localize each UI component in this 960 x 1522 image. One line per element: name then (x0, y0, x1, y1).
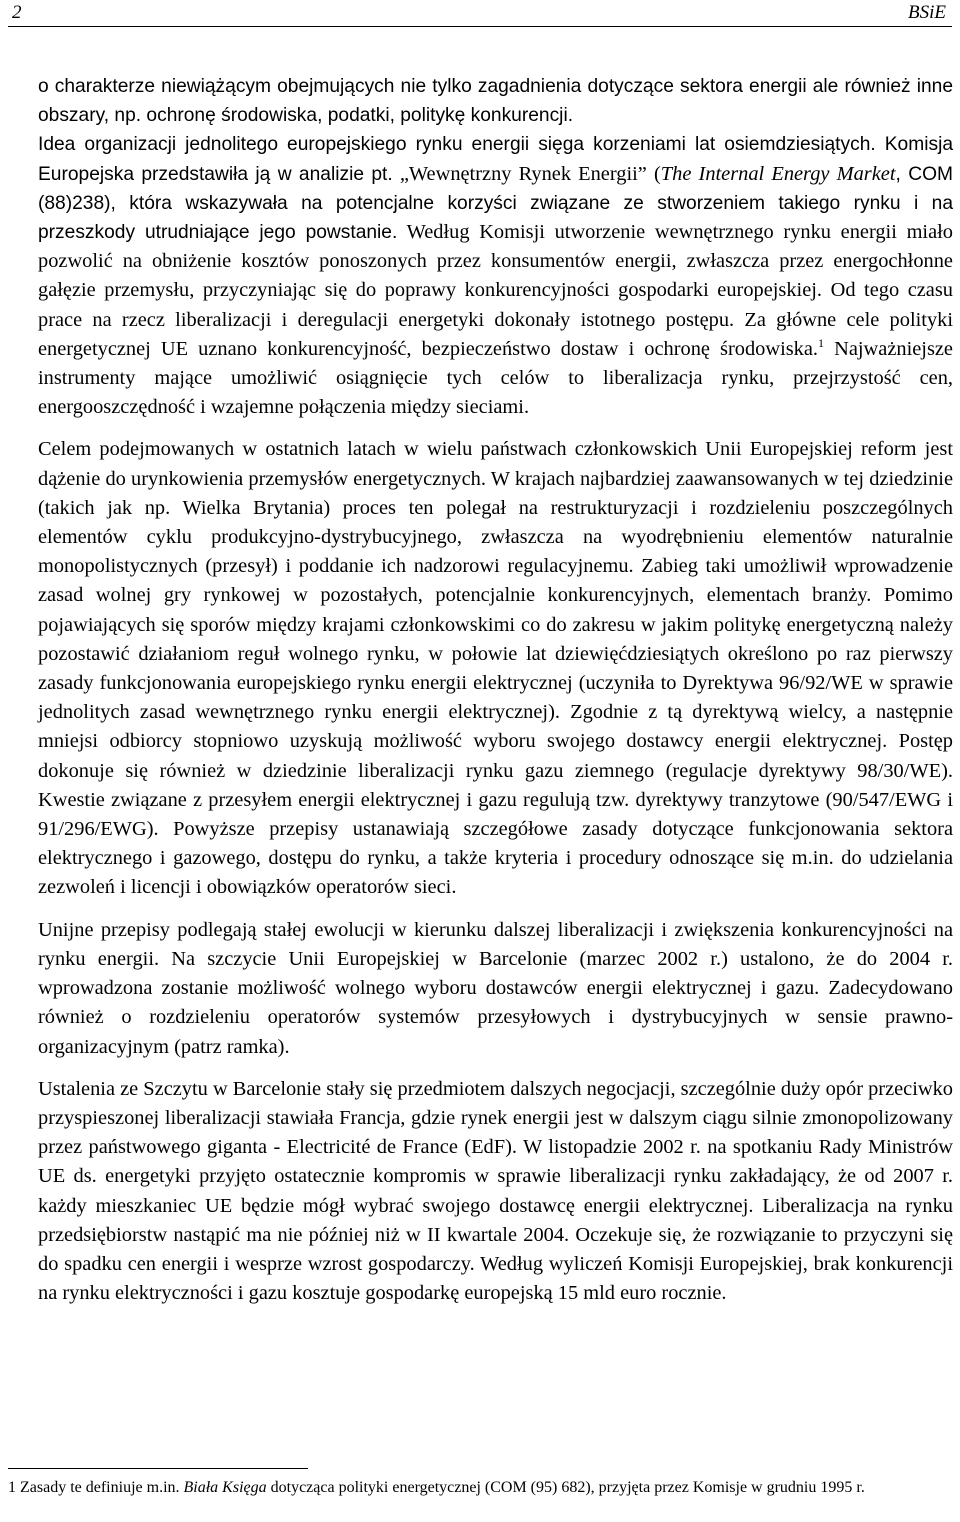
footnote-ref: 1 (818, 336, 825, 351)
footnote-italic-title: Biała Księga (183, 1479, 267, 1496)
paragraph-3: Unijne przepisy podlegają stałej ewolucji w kierunku dalszej liberalizacji i zwiększenia konkurencyjności na rynku energii. Na szczycie Unii Europejskiej w Barcelonie (marzec 2002 r.) ustalono, że do 2004 r. wprowadzona zostanie możliwość wolnego wyboru dostawców energii elektrycznej i gazu. Zadecydowano również o rozdzieleniu operatorów systemów przesyłowych i dystrybucyjnych w sensie prawno-organizacyjnym (patrz ramka). (38, 918, 953, 1058)
paragraph-4: Ustalenia ze Szczytu w Barcelonie stały się przedmiotem dalszych negocjacji, szczególnie duży opór przeciwko przyspieszonej liberalizacji stawiała Francja, gdzie rynek energii jest w dalszym ciągu silnie zmonopolizowany przez państwowego giganta - Electricité de France (EdF). W listopadzie 2002 r. na spotkaniu Rady Ministrów UE ds. energetyki przyjęto ostatecznie kompromis w sprawie liberalizacji rynku zakładający, że od 2007 r. każdy mieszkaniec UE będzie mógł wybrać swojego dostawcę energii elektrycznej. Liberalizacja na rynku przedsiębiorstw nastąpić ma nie później niż w II kwartale 2004. Oczekuje się, że rozwiązanie to przyczyni się do spadku cen energii i wesprze wzrost gospodarczy. Według wyliczeń Komisji Europejskiej, brak konkurencji na rynku elektryczności i gazu kosztuje gospodarkę europejską 15 mld euro rocznie. (38, 1077, 953, 1305)
paragraph-1 (38, 72, 953, 422)
running-header-tag: BSiE (908, 2, 946, 23)
p1-commission: Według Komisji utworzenie wewnętrznego rynku energii miało pozwolić na obniżenie kosztów ponoszonych przez konsumentów energii, zwłaszcza przez energochłonne gałęzie przemysłu, przyczyniając się do poprawy konkurencyjności gospodarki europejskiej. (38, 221, 954, 302)
header-rule (8, 26, 952, 27)
page-number: 2 (12, 2, 22, 23)
p1-intro: o charakterze niewiążącym obejmujących nie tylko zagadnienia dotyczące sektora energii ale również inne obszary, np. ochronę środowiska, podatki, politykę konkurencji. (38, 76, 953, 127)
p1-com-ref: , COM (88)238), która wskazywała na potencjalne korzyści związane ze stworzeniem takiego rynku i na przeszkody utrudniające jego powstanie. (38, 163, 953, 244)
p1-english-title: The Internal Energy Market (660, 162, 896, 185)
p1-quote-title: „Wewnętrzny Rynek Energii” ( (399, 162, 661, 185)
footnote (8, 1478, 953, 1498)
body-text (38, 72, 953, 1321)
footnote-rule (8, 1468, 308, 1469)
footnote-lead: 1 Zasady te definiuje m.in. (8, 1479, 184, 1496)
p1-progress: Od tego czasu prace na rzecz liberalizacji i deregulacji energetyki dokonały istotnego postępu. Za główne cele polityki energetycznej UE uznano konkurencyjność, bezpieczeństwo dostaw i ochronę środowiska. (38, 279, 953, 360)
footnote-rest: dotycząca polityki energetycznej (COM (95) 682), przyjęta przez Komisje w grudniu 1995 r. (266, 1479, 865, 1496)
p1-instruments: Najważniejsze instrumenty mające umożliwić osiągnięcie tych celów to liberalizacja rynku, przejrzystość cen, energooszczędność i wzajemne połączenia między sieciami. (38, 337, 953, 419)
p1-idea: Idea organizacji jednolitego europejskiego rynku energii sięga korzeniami lat osiemdziesiątych. Komisja Europejska przedstawiła ją w analizie pt. (38, 134, 953, 185)
paragraph-2: Celem podejmowanych w ostatnich latach w wielu państwach członkowskich Unii Europejskiej reform jest dążenie do urynkowienia przemysłów energetycznych. W krajach najbardziej zaawansowanych w tej dziedzinie (takich jak np. Wielka Brytania) proces ten polegał na restrukturyzacji i rozdzieleniu poszczególnych elementów cyklu produkcyjno-dystrybucyjnego, zwłaszcza na wyodrębnieniu elementów naturalnie monopolistycznych (przesył) i poddanie ich nadzorowi regulacyjnemu. Zabieg taki umożliwił wprowadzenie zasad wolnej gry rynkowej w pozostałych, potencjalnie konkurencyjnych, elementach branży. Pomimo pojawiających się sporów między krajami członkowskimi co do zakresu w jakim politykę energetyczną należy pozostawić działaniom reguł wolnego rynku, w połowie lat dziewięćdziesiątych określono po raz pierwszy zasady funkcjonowania europejskiego rynku energii elektrycznej (uczyniła to Dyrektywa 96/92/WE w sprawie jednolitych zasad wewnętrznego rynku energii elektrycznej). Zgodnie z tą dyrektywą wielcy, a następnie mniejsi odbiorcy stopniowo uzyskują możliwość wyboru swojego dostawcy energii elektrycznej. Postęp dokonuje się również w dziedzinie liberalizacji rynku gazu ziemnego (regulacje dyrektywy 98/30/WE). Kwestie związane z przesyłem energii elektrycznej i gazu regulują tzw. dyrektywy tranzytowe (90/547/EWG i 91/296/EWG). Powyższe przepisy ustanawiają szczegółowe zasady dotyczące funkcjonowania sektora elektrycznego i gazowego, dostępu do rynku, a także kryteria i procedury odnoszące się m.in. do udzielania zezwoleń i licencji i obowiązków operatorów sieci. (38, 438, 953, 899)
page-header (8, 0, 952, 28)
